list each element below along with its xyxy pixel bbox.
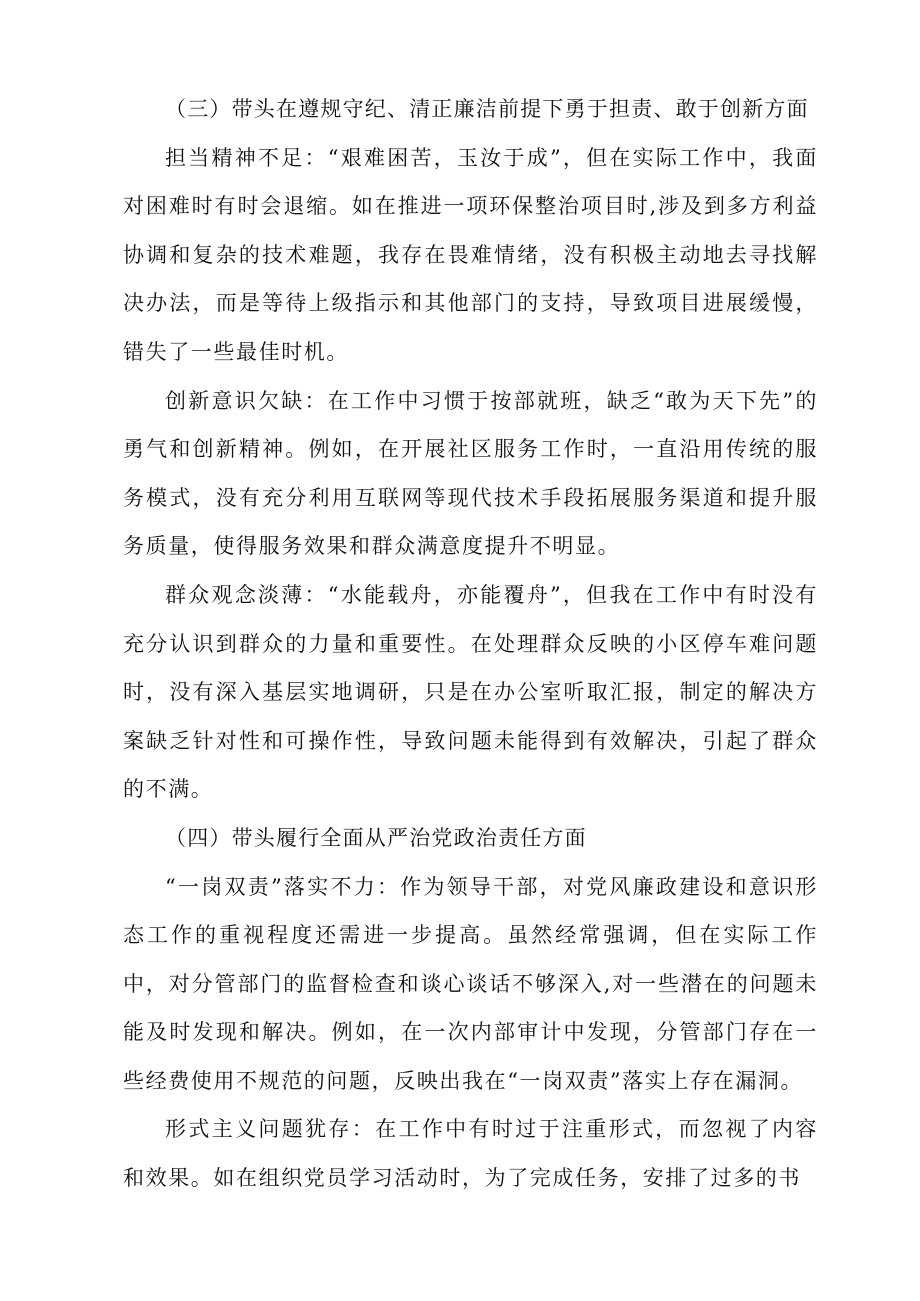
paragraph-mass-view: 群众观念淡薄：“水能载舟，亦能覆舟”，但我在工作中有时没有充分认识到群众的力量和重要性。在处理群众反映的小区停车难问题时，没有深入基层实地调研，只是在办公室听取汇报，制定的解决方案缺乏针对性和可操作性，导致问题未能得到有效解决，引起了群众的不满。	[123, 582, 818, 802]
section-heading-4: （四）带头履行全面从严治党政治责任方面	[165, 825, 587, 850]
paragraph-formalism: 形式主义问题犹存：在工作中有时过于注重形式，而忽视了内容和效果。如在组织党员学习活动时，为了完成任务，安排了过多的书	[123, 1117, 818, 1191]
section-heading-3: （三）带头在遵规守纪、清正廉洁前提下勇于担责、敢于创新方面	[165, 97, 809, 121]
paragraph-dual-duty: “一岗双责”落实不力：作为领导干部，对党风廉政建设和意识形态工作的重视程度还需进一步提高。虽然经常强调，但在实际工作中，对分管部门的监督检查和谈心谈话不够深入,对一些潜在的问题未能及时发现和解决。例如，在一次内部审计中发现，分管部门存在一些经费使用不规范的问题，反映出我在“一岗双责”落实上存在漏洞。	[123, 874, 818, 1093]
paragraph-responsibility: 担当精神不足：“艰难困苦，玉汝于成”，但在实际工作中，我面对困难时有时会退缩。如在推进一项环保整治项目时,涉及到多方利益协调和复杂的技术难题，我存在畏难情绪，没有积极主动地去寻找解决办法，而是等待上级指示和其他部门的支持，导致项目进展缓慢，错失了一些最佳时机。	[123, 145, 818, 364]
document-body	[123, 85, 818, 1203]
paragraph-innovation: 创新意识欠缺：在工作中习惯于按部就班，缺乏“敢为天下先”的勇气和创新精神。例如，在开展社区服务工作时，一直沿用传统的服务模式，没有充分利用互联网等现代技术手段拓展服务渠道和提升服务质量，使得服务效果和群众满意度提升不明显。	[123, 388, 818, 559]
